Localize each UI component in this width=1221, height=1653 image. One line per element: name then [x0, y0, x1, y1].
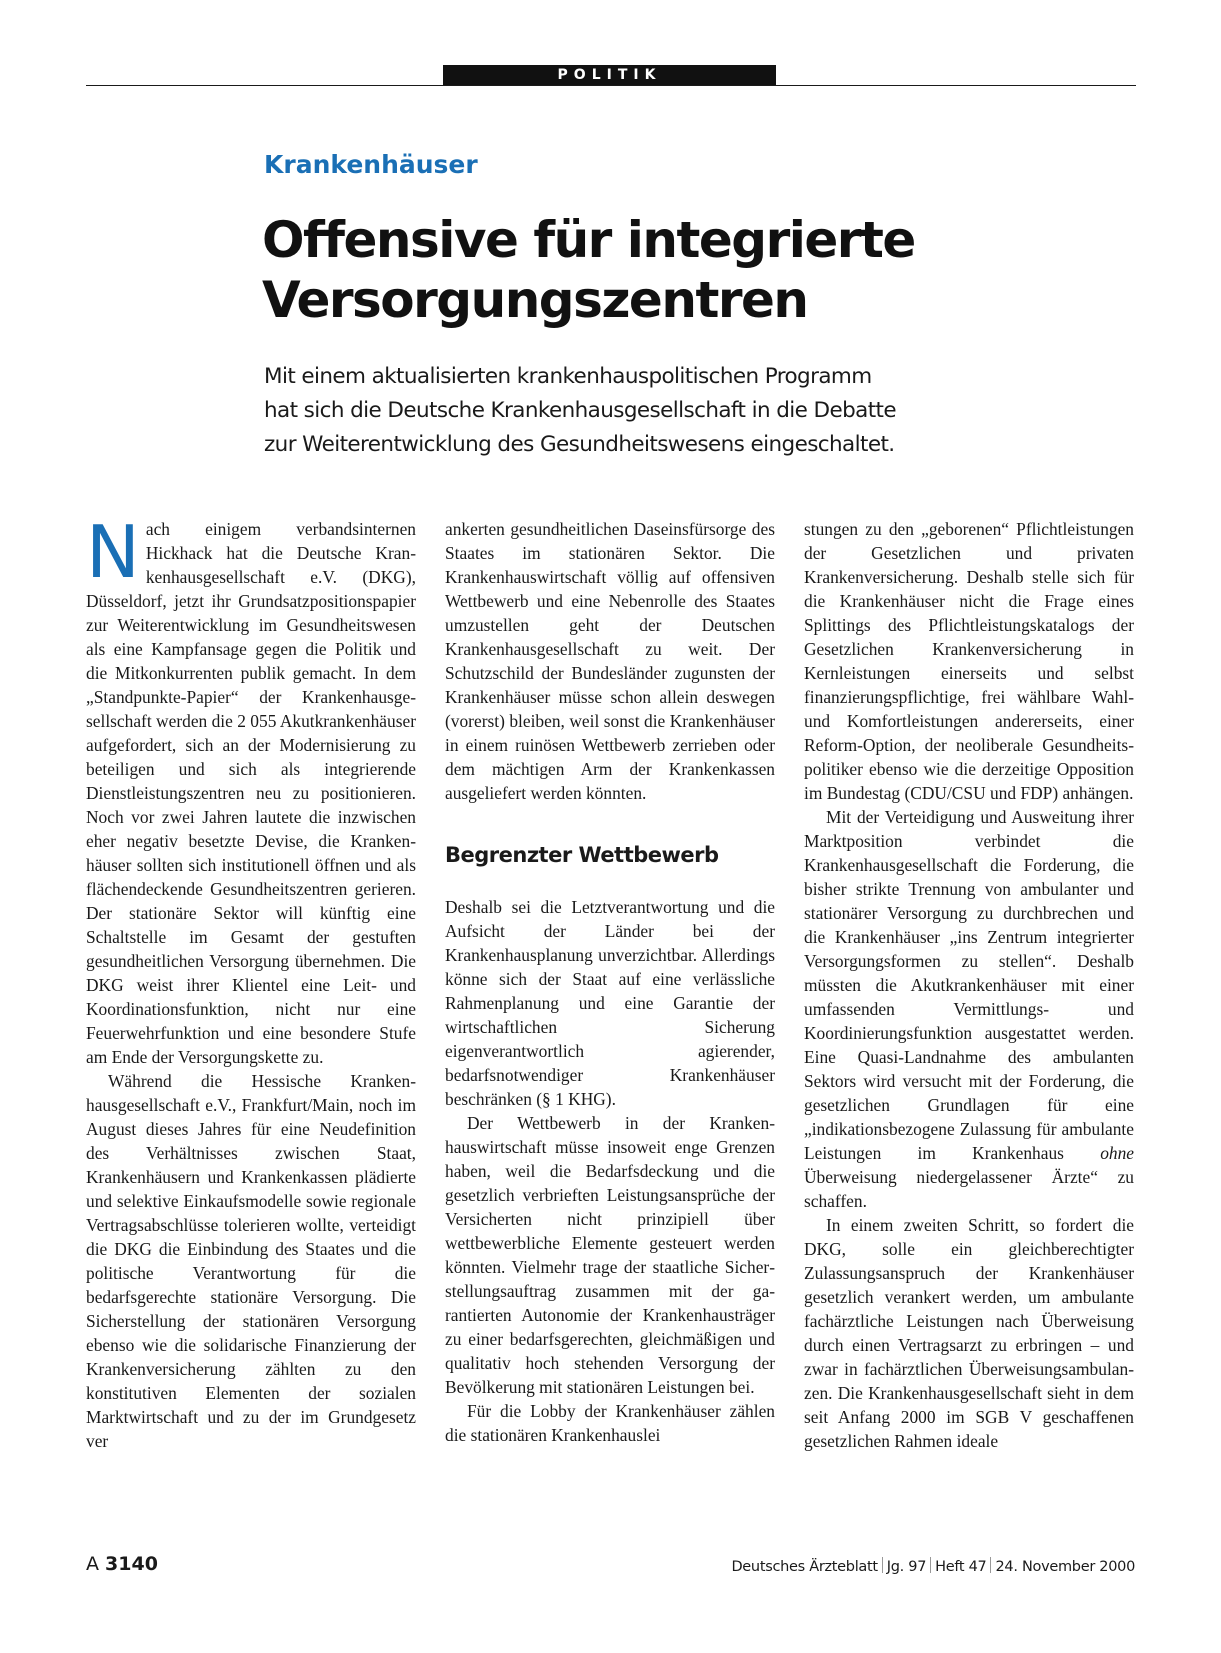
- lead-line: zur Weiterentwicklung des Gesundheitswesens eingeschaltet.: [264, 432, 895, 457]
- page-prefix: A: [86, 1553, 99, 1575]
- paragraph: Während die Hessische Krankenhausgesellschaft e.V., Frankfurt/Main, noch im August dieses Jahres für eine Neudefinition des Verhältnisses zwischen Staat, Krankenhäusern und Krankenkassen plädierte und selektive Einkaufsmodelle sowie regionale Vertragsabschlüsse tolerieren wollte, verteidigt die DKG die Einbindung des Staates und die politische Verantwortung für die bedarfsgerechte stationäre Versorgung. Die Sicherstellung der stationären Versorgung ebenso wie die solidarische Finanzierung der Krankenversicherung zählten zu den konstitutiven Elementen der sozialen Marktwirtschaft und zu der im Grundgesetz ver: [86, 1071, 416, 1451]
- paragraph-text: Mit der Verteidigung und Ausweitung ihrer Marktposition verbindet die Krankenhausgesellschaft die Forderung, die bisher strikte Trennung von ambulanter und stationärer Versorgung zu durchbrechen und die Krankenhäuser „ins Zentrum integrierter Versorgungsformen zu stellen“. Deshalb müssten die Akutkrankenhäuser mit einer umfassenden Vermittlungs- und Koordinierungsfunktion ausgestattet werden. Eine Quasi-Landnahme des ambulanten Sektors wird versucht mit der Forderung, die gesetzlichen Grundlagen für eine „indikationsbezogene Zulassung für ambulante Leistungen im Krankenhaus: [804, 807, 1134, 1163]
- text-column-1: [86, 510, 416, 1453]
- divider: [882, 1557, 883, 1573]
- journal-issue: Heft 47: [935, 1559, 987, 1575]
- article-lead: [264, 360, 964, 462]
- paragraph-text: Überweisung niedergelassener Ärzte“ zu schaffen.: [804, 1167, 1134, 1211]
- journal-info: [731, 1557, 1135, 1575]
- paragraph: ankerten gesundheitlichen Daseinsfürsorge des Staates im stationären Sektor. Die Krankenhauswirtschaft völlig auf offensiven Wettbewerb und eine Nebenrolle des Staates umzustellen geht der Deutschen Krankenhausgesellschaft zu weit. Der Schutzschild der Bundesländer zugunsten der Krankenhäuser müsse schon allein deswegen (vorerst) bleiben, weil sonst die Krankenhäuser in einem ruinösen Wettbewerb zerrieben oder dem mächtigen Arm der Krankenkassen ausgeliefert werden könnten.: [445, 519, 775, 803]
- journal-date: 24. November 2000: [995, 1559, 1135, 1575]
- lead-line: hat sich die Deutsche Krankenhausgesellschaft in die Debatte: [264, 398, 897, 423]
- article-kicker: Krankenhäuser: [264, 150, 478, 179]
- paragraph: Der Wettbewerb in der Krankenhauswirtschaft müsse insoweit enge Grenzen haben, weil die Bedarfsdeckung und die gesetzlich verbrieften Leistungsansprüche der Versicherten nicht prinzipiell über wettbewerbliche Elemente gesteuert werden könnten. Vielmehr trage der staatliche Sicherstellungsauftrag zusammen mit der garantierten Autonomie der Krankenhausträger zu einer bedarfsgerechten, gleichmäßigen und qualitativ hoch stehenden Versorgung der Bevölkerung mit stationären Leistungen bei.: [445, 1113, 775, 1397]
- text-column-3: [804, 517, 1134, 1453]
- article-title: [262, 210, 1022, 330]
- paragraph: Deshalb sei die Letztverantwortung und die Aufsicht der Länder bei der Krankenhausplanung unverzichtbar. Allerdings könne sich der Staat auf eine verlässliche Rahmenplanung und eine Garantie der wirtschaftlichen Sicherung eigenverantwortlich agierender, bedarfsnotwendiger Krankenhäuser beschränken (§ 1 KHG).: [445, 897, 775, 1109]
- divider: [930, 1557, 931, 1573]
- divider: [990, 1557, 991, 1573]
- paragraph: Für die Lobby der Krankenhäuser zählen die stationären Krankenhauslei: [445, 1401, 775, 1445]
- header-rule: [86, 85, 1136, 86]
- paragraph: [86, 510, 416, 1069]
- page-number-value: 3140: [105, 1553, 158, 1575]
- section-label: POLITIK: [443, 65, 776, 85]
- section-subheading: Begrenzter Wettbewerb: [445, 843, 719, 867]
- paragraph-text: ach einigem verbandsinternen Hickhack hat die Deutsche Krankenhausgesellschaft e.V. (DKG), Düsseldorf, jetzt ihr Grundsatzpositionspapier zur Weiterentwicklung im Gesundheitswesen als eine Kampfansage gegen die Politik und die Mitkonkurrenten publik gemacht. In dem „Standpunkte-Papier“ der Krankenhausgesellschaft werden die 2 055 Akutkrankenhäuser aufgefordert, sich an der Modernisierung zu beteiligen und sich als integrierende Dienstleistungszentren neu zu positionieren. Noch vor zwei Jahren lautete die inzwischen eher negativ besetzte Devise, die Krankenhäuser sollten sich institutionell öffnen und als flächendeckende Gesundheitszentren gerieren. Der stationäre Sektor will künftig eine Schaltstelle im Gesamt der gestuften gesundheitlichen Versorgung übernehmen. Die DKG weist ihrer Klientel eine Leit- und Koordinationsfunktion, nicht nur eine Feuerwehrfunktion und eine besondere Stufe am Ende der Versorgungskette zu.: [86, 519, 416, 1067]
- title-line: Offensive für integrierte: [262, 211, 915, 269]
- lead-line: Mit einem aktualisierten krankenhauspolitischen Programm: [264, 364, 872, 389]
- paragraph: [804, 805, 1134, 1213]
- paragraph: stungen zu den „geborenen“ Pflichtleistungen der Gesetzlichen und privaten Krankenversicherung. Deshalb stelle sich für die Krankenhäuser nicht die Frage eines Splittings des Pflichtleistungskatalogs der Gesetzlichen Krankenversicherung in Kernleistungen einerseits und selbst finanzierungspflichtige, frei wählbare Wahl- und Komfortleistungen andererseits, einer Reform-Option, der neoliberale Gesundheitspolitiker ebenso wie die derzeitige Opposition im Bundestag (CDU/CSU und FDP) anhängen.: [804, 519, 1134, 803]
- paragraph: In einem zweiten Schritt, so fordert die DKG, solle ein gleichberechtigter Zulassungsanspruch der Krankenhäuser gesetzlich verankert werden, um ambulante fachärztliche Leistungen nach Überweisung durch einen Vertragsarzt zu erbringen – und zwar in fachärztlichen Überweisungsambulanzen. Die Krankenhausgesellschaft sieht in dem seit Anfang 2000 im SGB V geschaffenen gesetzlichen Rahmen ideale: [804, 1215, 1134, 1451]
- page-number: [86, 1553, 158, 1575]
- title-line: Versorgungszentren: [262, 271, 808, 329]
- text-column-2: [445, 517, 775, 1447]
- emphasis-text: ohne: [1100, 1143, 1134, 1163]
- journal-name: Deutsches Ärzteblatt: [731, 1559, 878, 1575]
- drop-cap: N: [86, 510, 140, 594]
- journal-volume: Jg. 97: [886, 1559, 927, 1575]
